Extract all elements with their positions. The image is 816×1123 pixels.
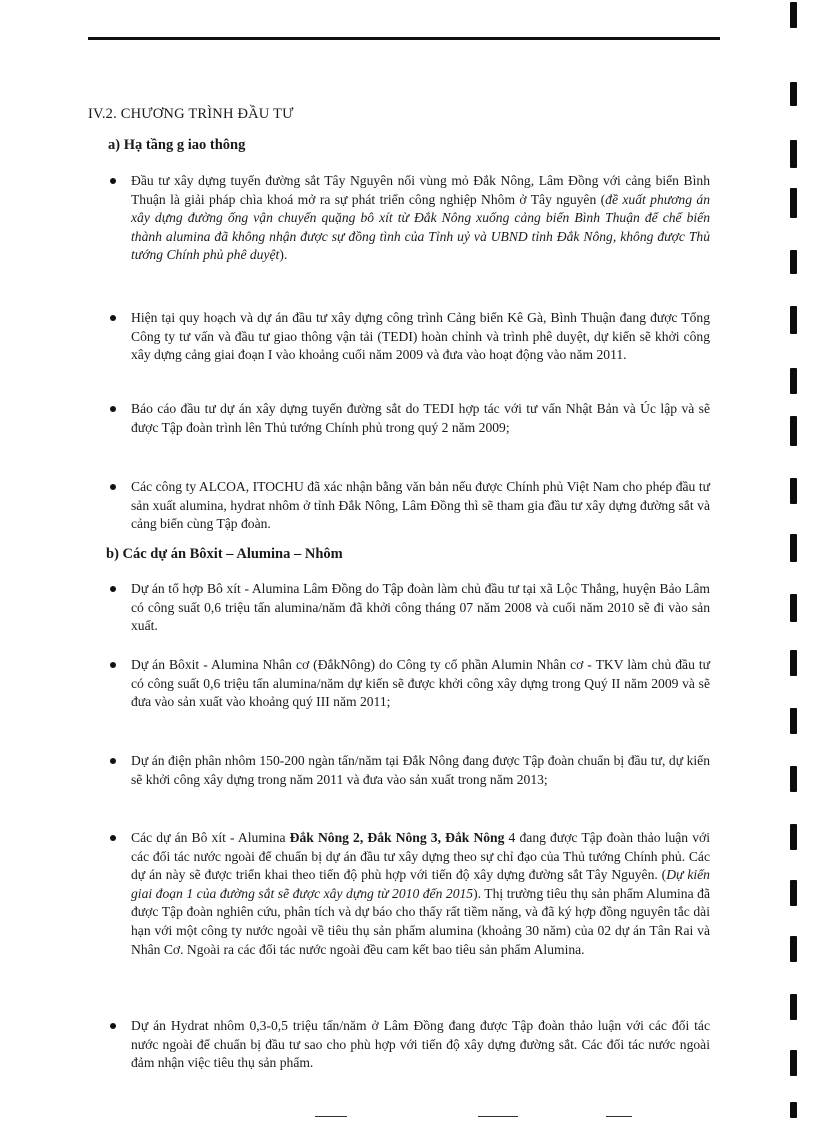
bullet-hydrate-project bbox=[110, 1017, 710, 1073]
edge-mark bbox=[790, 306, 797, 334]
edge-mark bbox=[790, 82, 797, 106]
bullet-text: Các dự án Bô xít - Alumina Đắk Nông 2, Đắk Nông 3, Đắk Nông 4 đang được Tập đoàn thảo luận với các đối tác nước ngoài để chuẩn bị dự án đầu tư xây dựng theo sự chỉ đạo của Thủ tướng Chính phủ. Các dự án này sẽ được triển khai theo tiến độ phù hợp với tiến độ xây dựng đường sắt Tây Nguyên. (Dự kiến giai đoạn 1 của đường sắt sẽ được xây dựng từ 2010 đến 2015). Thị trường tiêu thụ sản phẩm Alumina đã được Tập đoàn nghiên cứu, phân tích và dự báo cho thấy rất tiềm năng, và đã ký hợp đồng nguyên tắc dài hạn với một công ty nước ngoài về tiêu thụ sản phẩm alumina (khoảng 30 năm) của 02 dự án Tân Rai và Nhân Cơ. Ngoài ra các đối tác nước ngoài đều cam kết bao tiêu sản phẩm Alumina. bbox=[131, 830, 710, 957]
edge-mark bbox=[790, 766, 797, 792]
bullet-icon bbox=[110, 662, 116, 668]
bullet-text: Dự án Bôxit - Alumina Nhân cơ (ĐắkNông) do Công ty cổ phần Alumin Nhân cơ - TKV làm chủ đầu tư có công suất 0,6 triệu tấn alumina/năm dự kiến sẽ được khởi công xây dựng trong Quý II năm 2009 và sẽ đưa vào sản xuất vào khoảng quý III năm 2011; bbox=[131, 657, 710, 710]
edge-mark bbox=[790, 188, 797, 218]
bullet-railway-report bbox=[110, 400, 710, 437]
edge-mark bbox=[790, 534, 797, 562]
bullet-text: Đầu tư xây dựng tuyến đường sắt Tây Nguyên nối vùng mỏ Đắk Nông, Lâm Đồng với cảng biển Bình Thuận là giải pháp chìa khoá mở ra sự phát triển công nghiệp Nhôm ở Tây nguyên (đề xuất phương án xây dựng đường ống vận chuyển quặng bô xít từ Đắk Nông xuống cảng biển Bình Thuận để chế biến thành alumina đã không nhận được sự đồng tình của Tỉnh uỷ và UBND tỉnh Đắk Nông, không được Thủ tướng Chính phủ phê duyệt). bbox=[131, 173, 710, 263]
bullet-icon bbox=[110, 758, 116, 764]
header-rule bbox=[88, 37, 720, 40]
bullet-text: Các công ty ALCOA, ITOCHU đã xác nhận bằng văn bản nếu được Chính phủ Việt Nam cho phép đầu tư sản xuất alumina, hydrat nhôm ở tỉnh Đắk Nông, Lâm Đồng thì sẽ tham gia đầu tư xây dựng đường sắt và cảng biển cùng Tập đoàn. bbox=[131, 479, 710, 532]
scan-edge-marks bbox=[790, 0, 802, 1123]
bullet-icon bbox=[110, 484, 116, 490]
bullet-icon bbox=[110, 315, 116, 321]
bullet-ke-ga-port bbox=[110, 309, 710, 365]
edge-mark bbox=[790, 250, 797, 274]
bullet-text: Báo cáo đầu tư dự án xây dựng tuyến đường sắt do TEDI hợp tác với tư vấn Nhật Bản và Úc lập và sẽ được Tập đoàn trình lên Thủ tướng Chính phủ trong quý 2 năm 2009; bbox=[131, 401, 710, 435]
bullet-nhan-co-project bbox=[110, 656, 710, 712]
edge-mark bbox=[790, 708, 797, 734]
heading-transport-infrastructure: a) Hạ tầng g iao thông bbox=[108, 137, 246, 153]
edge-mark bbox=[790, 594, 797, 622]
edge-mark bbox=[790, 416, 797, 446]
bullet-alcoa-itochu bbox=[110, 478, 710, 534]
edge-mark bbox=[790, 994, 797, 1020]
edge-mark bbox=[790, 1050, 797, 1076]
bullet-icon bbox=[110, 586, 116, 592]
footer-mark bbox=[606, 1116, 632, 1117]
bullet-text: Hiện tại quy hoạch và dự án đầu tư xây dựng công trình Cảng biển Kê Gà, Bình Thuận đang được Tổng Công ty tư vấn và đầu tư giao thông vận tải (TEDI) hoàn chỉnh và trình phê duyệt, dự kiến sẽ khởi công xây dựng cảng giai đoạn I vào khoảng cuối năm 2009 và đưa vào hoạt động vào năm 2011. bbox=[131, 310, 710, 363]
edge-mark bbox=[790, 368, 797, 394]
edge-mark bbox=[790, 650, 797, 676]
heading-bauxite-projects: b) Các dự án Bôxit – Alumina – Nhôm bbox=[106, 546, 343, 562]
bullet-railway bbox=[110, 172, 710, 265]
bullet-icon bbox=[110, 835, 116, 841]
bullet-icon bbox=[110, 1023, 116, 1029]
bullet-icon bbox=[110, 406, 116, 412]
edge-mark bbox=[790, 824, 797, 850]
bullet-lam-dong-project bbox=[110, 580, 710, 636]
edge-mark bbox=[790, 140, 797, 168]
bullet-text: Dự án Hydrat nhôm 0,3-0,5 triệu tấn/năm ở Lâm Đồng đang được Tập đoàn thảo luận với các đối tác nước ngoài để chuẩn bị đầu tư sao cho phù hợp với tiến độ xây dựng đường sắt. Các đối tác nước ngoài đảm nhận việc tiêu thụ sản phẩm. bbox=[131, 1018, 710, 1071]
bullet-icon bbox=[110, 178, 116, 184]
edge-mark bbox=[790, 2, 797, 28]
section-title: IV.2. CHƯƠNG TRÌNH ĐẦU TƯ bbox=[88, 106, 294, 122]
bullet-text: Dự án tổ hợp Bô xít - Alumina Lâm Đồng do Tập đoàn làm chủ đầu tư tại xã Lộc Thắng, huyện Bảo Lâm có công suất 0,6 triệu tấn alumina/năm đã khởi công tháng 07 năm 2008 và cuối năm 2010 sẽ đi vào sản xuất. bbox=[131, 581, 710, 634]
edge-mark bbox=[790, 1102, 797, 1118]
edge-mark bbox=[790, 478, 797, 504]
footer-mark bbox=[478, 1116, 518, 1117]
bullet-text: Dự án điện phân nhôm 150-200 ngàn tấn/năm tại Đắk Nông đang được Tập đoàn chuẩn bị đầu tư, dự kiến sẽ khởi công xây dựng trong năm 2011 và đưa vào sản xuất trong năm 2013; bbox=[131, 753, 710, 787]
footer-mark bbox=[315, 1116, 347, 1117]
edge-mark bbox=[790, 936, 797, 962]
edge-mark bbox=[790, 880, 797, 906]
bullet-aluminum-electrolysis bbox=[110, 752, 710, 789]
bullet-dak-nong-projects bbox=[110, 829, 710, 959]
